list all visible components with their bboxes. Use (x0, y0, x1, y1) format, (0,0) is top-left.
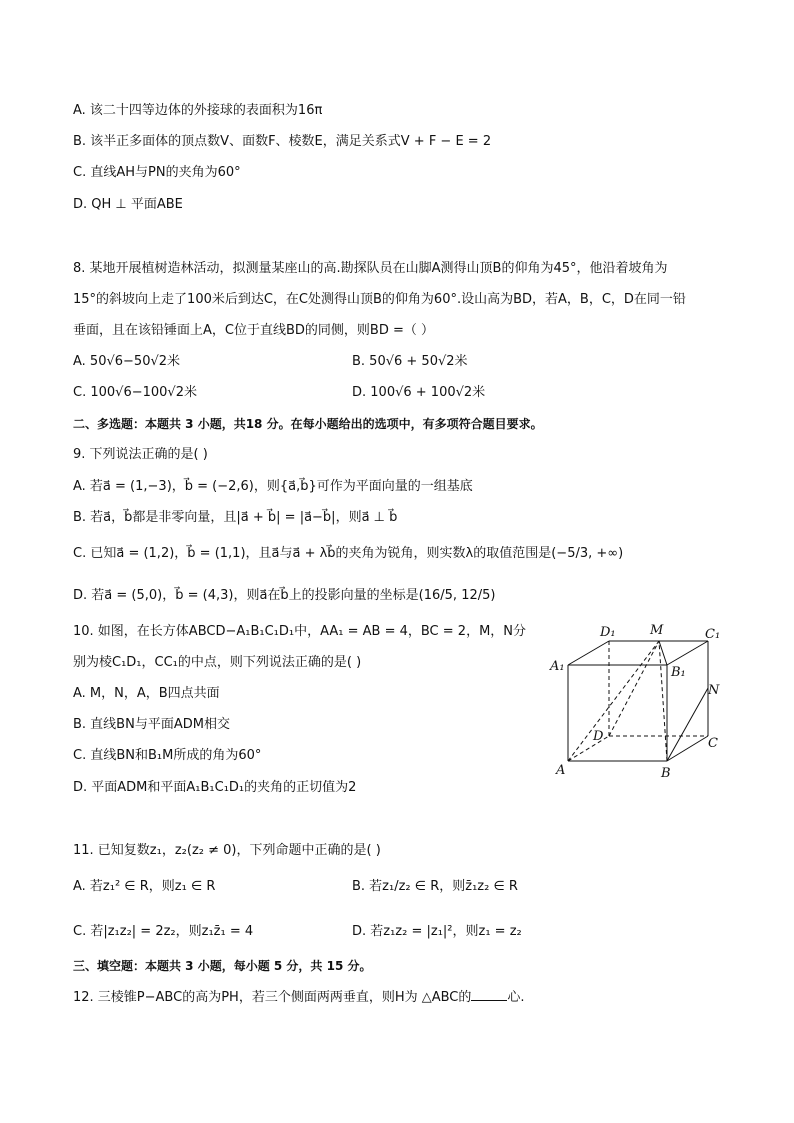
q9-stem: 9. 下列说法正确的是( ) (73, 447, 208, 462)
q11-stem: 11. 已知复数z₁，z₂(z₂ ≠ 0)，下列命题中正确的是( ) (73, 843, 381, 858)
q11-option-a: A. 若z₁² ∈ R，则z₁ ∈ R (73, 879, 216, 894)
q8-option-c: C. 100√6−100√2米 (73, 385, 197, 400)
q12-stem (73, 988, 525, 1007)
q10-option-b: B. 直线BN与平面ADM相交 (73, 717, 230, 732)
label-m: M (650, 623, 664, 638)
section-heading-multiple-choice: 二、多选题：本题共 3 小题，共18 分。在每小题给出的选项中，有多项符合题目要求。 (73, 417, 543, 431)
q8-option-b: B. 50√6 + 50√2米 (352, 354, 468, 369)
q8-stem-line1: 8. 某地开展植树造林活动，拟测量某座山的高.勘探队员在山脚A测得山顶B的仰角为45°，他沿着坡角为 (73, 261, 668, 276)
q12-stem-text: 12. 三棱锥P−ABC的高为PH，若三个侧面两两垂直，则H为 △ABC的 (73, 990, 472, 1005)
cuboid-figure (548, 618, 728, 783)
q9-option-a: A. 若a⃗ = (1,−3)，b⃗ = (−2,6)，则{a⃗,b⃗}可作为平面向量的一组基底 (73, 479, 473, 494)
label-d: D (593, 729, 604, 744)
q10-option-d: D. 平面ADM和平面A₁B₁C₁D₁的夹角的正切值为2 (73, 780, 357, 795)
q9-option-d: D. 若a⃗ = (5,0)，b⃗ = (4,3)，则a⃗在b⃗上的投影向量的坐标是(16/5, 12/5) (73, 588, 496, 603)
q7-option-c: C. 直线AH与PN的夹角为60° (73, 165, 241, 180)
q7-option-b: B. 该半正多面体的顶点数V、面数F、棱数E，满足关系式V + F − E = 2 (73, 134, 492, 149)
label-d1: D₁ (600, 625, 616, 640)
q8-option-d: D. 100√6 + 100√2米 (352, 385, 486, 400)
q7-option-a: A. 该二十四等边体的外接球的表面积为16π (73, 103, 323, 118)
label-c: C (708, 736, 718, 751)
label-b: B (661, 766, 671, 781)
q10-stem-line2: 别为棱C₁D₁，CC₁的中点，则下列说法正确的是( ) (73, 655, 362, 670)
section-heading-fill-in: 三、填空题：本题共 3 小题，每小题 5 分，共 15 分。 (73, 959, 372, 973)
label-b1: B₁ (671, 665, 686, 680)
q10-option-a: A. M，N，A，B四点共面 (73, 686, 220, 701)
q12-stem-end: 心. (507, 990, 525, 1005)
q11-option-c: C. 若|z₁z₂| = 2z₂，则z₁z̄₁ = 4 (73, 924, 254, 939)
answer-blank[interactable] (471, 988, 507, 1001)
q11-option-d: D. 若z₁z₂ = |z₁|²，则z₁ = z₂ (352, 924, 522, 939)
q10-option-c: C. 直线BN和B₁M所成的角为60° (73, 748, 262, 763)
label-n: N (708, 683, 720, 698)
q8-stem-line3: 垂面，且在该铅锤面上A，C位于直线BD的同侧，则BD =（ ） (73, 323, 434, 338)
q10-stem-line1: 10. 如图，在长方体ABCD−A₁B₁C₁D₁中，AA₁ = AB = 4，BC = 2，M，N分 (73, 624, 527, 639)
q9-option-b: B. 若a⃗，b⃗都是非零向量，且|a⃗ + b⃗| = |a⃗−b⃗|，则a⃗ ⊥ b⃗ (73, 510, 398, 525)
q11-option-b: B. 若z₁/z₂ ∈ R，则z̄₁z₂ ∈ R (352, 879, 518, 894)
q9-option-c: C. 已知a⃗ = (1,2)，b⃗ = (1,1)，且a⃗与a⃗ + λb⃗的夹角为锐角，则实数λ的取值范围是(−5/3, +∞) (73, 546, 624, 561)
label-c1: C₁ (705, 627, 721, 642)
q8-option-a: A. 50√6−50√2米 (73, 354, 181, 369)
q8-stem-line2: 15°的斜坡向上走了100米后到达C，在C处测得山顶B的仰角为60°.设山高为BD，若A，B，C，D在同一铅 (73, 292, 686, 307)
label-a: A (556, 763, 566, 778)
label-a1: A₁ (550, 659, 565, 674)
q7-option-d: D. QH ⊥ 平面ABE (73, 197, 183, 212)
